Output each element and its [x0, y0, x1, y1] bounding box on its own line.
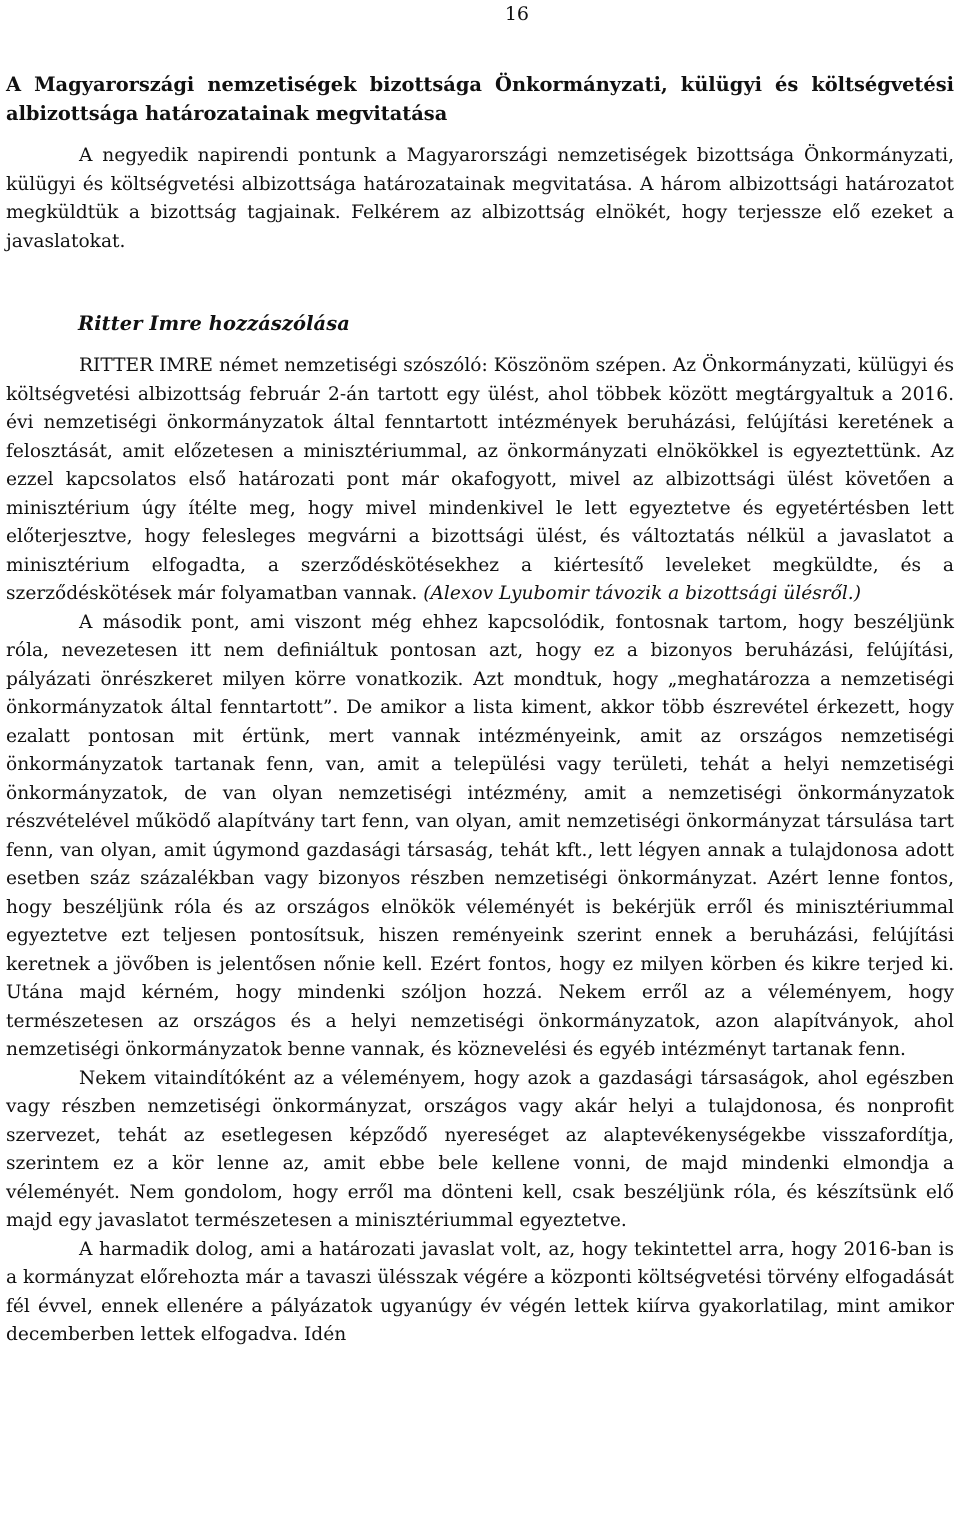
page-number: 16 [504, 3, 529, 25]
speech-paragraph-1-text: RITTER IMRE német nemzetiségi szószóló: Köszönöm szépen. Az Önkormányzati, külügyi és költségvetési albizottság február 2-án tartott egy ülést, ahol többek között megtárgyaltuk a 2016. évi nemzetiségi önkormányzatok által fenntartott intézmények beruházási, felújítási keretének a felosztását, amit előzetesen a minisztériummal, az önkormányzati elnökökkel is egyeztettünk. Az ezzel kapcsolatos első határozati pont már okafogyott, mivel az albizottsági ülést követően a minisztérium úgy ítélte meg, hogy mivel mindenkivel le lett egyeztetve és egyetértésben lett előterjesztve, hogy felesleges megvárni a bizottsági ülést, és változtatás nélkül a javaslatot a minisztérium elfogadta, a szerződéskötésekhez a kiértesítő leveleket megküldte, és a szerződéskötések már folyamatban vannak. [6, 355, 954, 604]
intro-paragraph: A negyedik napirendi pontunk a Magyarországi nemzetiségek bizottsága Önkormányzati, külügyi és költségvetési albizottsága határozatainak megvitatása. A három albizottsági határozatot megküldtük a bizottság tagjainak. Felkérem az albizottság elnökét, hogy terjessze elő ezeket a javaslatokat. [6, 145, 954, 252]
speech-paragraph-4: A harmadik dolog, ami a határozati javaslat volt, az, hogy tekintettel arra, hogy 2016-ban is a kormányzat előrehozta már a tavaszi ülésszak végére a központi költségvetési törvény elfogadását fél évvel, ennek ellenére a pályázatok ugyanúgy év végén lettek kiírva gyakorlatilag, mint amikor decemberben lettek elfogadva. Idén [6, 1238, 954, 1345]
speech-paragraph-2: A második pont, ami viszont még ehhez kapcsolódik, fontosnak tartom, hogy beszéljünk róla, nevezetesen itt nem definiáltuk pontosan azt, hogy ez a bizonyos beruházási, felújítási, pályázati önrészkeret milyen körre vonatkozik. Azt mondtuk, hogy „meghatározza a nemzetiségi önkormányzatok által fenntartott”. De amikor a lista kiment, akkor több észrevétel érkezett, hogy ezalatt pontosan mit értünk, mert vannak intézményeink, amit az országos nemzetiségi önkormányzatok tartanak fenn, van, amit a települési vagy területi, tehát a helyi nemzetiségi önkormányzatok, de van olyan nemzetiségi intézmény, amit a nemzetiségi önkormányzatok részvételével működő alapítvány tart fenn, van olyan, amit nemzetiségi önkormányzat társulása tart fenn, van olyan, amit úgymond gazdasági társaság, tehát kft., lett légyen annak a tulajdonosa adott esetben száz százalékban vagy bizonyos részben nemzetiségi önkormányzat. Azért lenne fontos, hogy beszéljünk róla és az országos elnökök véleményét is bekérjük erről és minisztériummal egyeztetve ezt teljesen pontosítsuk, hiszen reményeink szerint ennek a beruházási, felújítási keretnek a jövőben is jelentősen nőnie kell. Ezért fontos, hogy ez milyen körben és kikre terjed ki. Utána majd kérném, hogy mindenki szóljon hozzá. Nekem erről az a véleményem, hogy természetesen az országos és a helyi nemzetiségi önkormányzatok, azon alapítványok, ahol nemzetiségi önkormányzatok benne vannak, és köznevelési és egyéb intézményt tartanak fenn. [6, 611, 954, 1060]
speaker-title: Ritter Imre hozzászólása [78, 312, 350, 335]
intro-block [6, 142, 954, 256]
section-heading: A Magyarországi nemzetiségek bizottsága Önkormányzati, külügyi és költségvetési albizottsága határozatainak megvitatása [6, 73, 954, 125]
speech-paragraph-3: Nekem vitaindítóként az a véleményem, hogy azok a gazdasági társaságok, ahol egészben vagy részben nemzetiségi önkormányzat, országos vagy akár helyi a tulajdonosa, és nonprofit szervezet, tehát az esetlegesen képződő nyereséget az alaptevékenységekbe visszafordítja, szerintem ez a kör lenne az, amit ebbe bele kellene vonni, de majd mindenki elmondja a véleményét. Nem gondolom, hogy erről ma dönteni kell, csak beszéljünk róla, és készítsünk elő majd egy javaslatot természetesen a minisztériummal egyeztetve. [6, 1067, 954, 1231]
speech-paragraph-1 [6, 352, 954, 609]
italic-note: (Alexov Lyubomir távozik a bizottsági ülésről.) [423, 583, 861, 604]
speech-block [6, 352, 954, 1350]
